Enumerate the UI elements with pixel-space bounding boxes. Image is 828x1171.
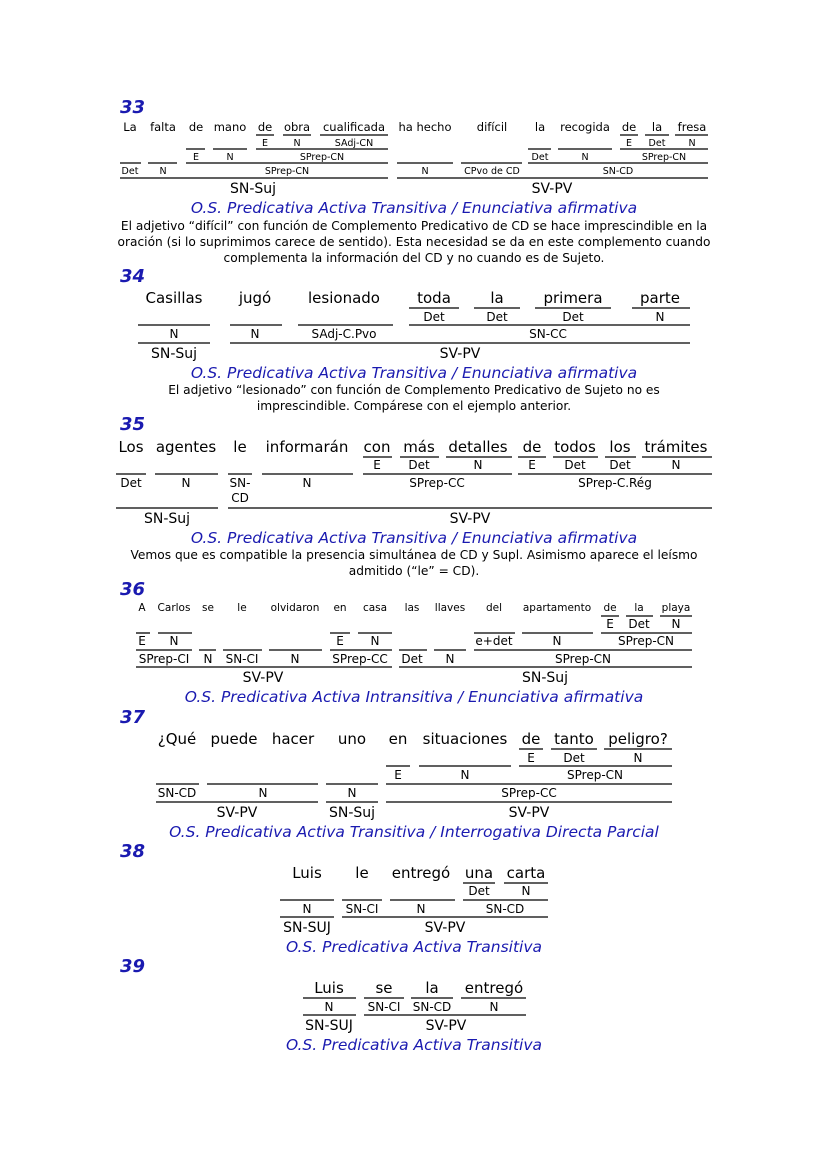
tag: Det xyxy=(562,310,584,324)
tag: E xyxy=(625,138,633,149)
tag: N xyxy=(552,634,562,648)
tag: SAdj-C.Pvo xyxy=(311,327,377,341)
tag: N xyxy=(671,617,681,631)
phrase-tag: SN-SUJ xyxy=(283,920,331,936)
tag: Det xyxy=(648,138,666,149)
phrase-tag: SN-Suj xyxy=(328,805,376,821)
tag: SPrep-CN xyxy=(299,152,345,163)
tag: N xyxy=(203,652,213,666)
phrase-tag: SN-Suj xyxy=(143,511,191,527)
tag: Det xyxy=(609,458,631,472)
word: en xyxy=(388,730,408,748)
word: fresa xyxy=(677,120,707,134)
word: ha hecho xyxy=(398,120,452,134)
word: la xyxy=(534,120,546,134)
tag: SPrep-CN xyxy=(567,768,623,782)
tag: N xyxy=(370,634,380,648)
classification-36: O.S. Predicativa Activa Intransitiva / Enunciativa afirmativa xyxy=(184,688,644,706)
diagram-39 xyxy=(303,979,526,1034)
tag: SPrep-CC xyxy=(409,476,465,490)
word: agentes xyxy=(155,438,217,456)
diagram-36 xyxy=(136,602,692,686)
tag: CD xyxy=(231,491,249,505)
word: de xyxy=(188,120,204,134)
word: más xyxy=(403,438,435,456)
word: hacer xyxy=(271,730,315,748)
tag: N xyxy=(169,634,179,648)
tag: SPrep-CC xyxy=(332,652,388,666)
phrase-tag: SV-PV xyxy=(508,805,550,821)
tag: SN-CI xyxy=(225,652,259,666)
word: uno xyxy=(337,730,367,748)
classification-34: O.S. Predicativa Activa Transitiva / Enunciativa afirmativa xyxy=(190,364,638,382)
phrase-tag: SV-PV xyxy=(425,1018,467,1034)
tag: Det xyxy=(468,884,490,898)
tag: N xyxy=(445,652,455,666)
tag: SN-CD xyxy=(157,786,197,800)
word: recogida xyxy=(560,120,610,134)
tag: E xyxy=(394,768,402,782)
tag: N xyxy=(324,1000,334,1014)
word: llaves xyxy=(434,602,466,614)
tag: E xyxy=(261,138,269,149)
word: toda xyxy=(417,289,451,307)
word: con xyxy=(363,438,391,456)
word: le xyxy=(355,864,369,882)
tag: E xyxy=(606,617,614,631)
note-34: El adjetivo “lesionado” con función de Complemento Predicativo de Sujeto no es imprescindible. Compárese con el ejemplo anterior. xyxy=(168,383,660,413)
tag: N xyxy=(688,138,696,149)
word: todos xyxy=(554,438,596,456)
tag: E xyxy=(336,634,344,648)
word: la xyxy=(651,120,663,134)
tag: Det xyxy=(121,166,139,177)
word: detalles xyxy=(448,438,508,456)
phrase-tag: SV-PV xyxy=(449,511,491,527)
tag: Det xyxy=(423,310,445,324)
tag: N xyxy=(250,327,260,341)
diagram-37 xyxy=(156,730,672,821)
word: las xyxy=(404,602,420,614)
tag: Det xyxy=(401,652,423,666)
example-number-38: 38 xyxy=(120,841,146,862)
word: La xyxy=(123,120,137,134)
tag: E xyxy=(527,751,535,765)
tag: E xyxy=(138,634,146,648)
phrase-tag: SV-PV xyxy=(531,181,573,197)
tag: N xyxy=(521,884,531,898)
tag: E xyxy=(528,458,536,472)
word: de xyxy=(522,438,542,456)
example-number-36: 36 xyxy=(120,579,146,600)
classification-38: O.S. Predicativa Activa Transitiva xyxy=(285,938,543,956)
tag: Det xyxy=(120,476,142,490)
tag: E xyxy=(373,458,381,472)
word: del xyxy=(485,602,503,614)
phrase-tag: SV-PV xyxy=(216,805,258,821)
word: Luis xyxy=(314,979,344,997)
diagram-33 xyxy=(120,120,708,197)
tag: N xyxy=(347,786,357,800)
phrase-tag: SV-PV xyxy=(424,920,466,936)
tag: SN-CD xyxy=(412,1000,452,1014)
tag: N xyxy=(302,902,312,916)
word: entregó xyxy=(464,979,524,997)
tag: N xyxy=(460,768,470,782)
word: informarán xyxy=(265,438,349,456)
tag: N xyxy=(226,152,234,163)
word: difícil xyxy=(476,120,508,134)
tag: Det xyxy=(628,617,650,631)
word: la xyxy=(634,602,644,614)
tag: N xyxy=(181,476,191,490)
phrase-tag: SN-SUJ xyxy=(305,1018,353,1034)
tag: N xyxy=(473,458,483,472)
tag: N xyxy=(416,902,426,916)
classification-35: O.S. Predicativa Activa Transitiva / Enunciativa afirmativa xyxy=(190,529,638,547)
tag: SN-CD xyxy=(602,166,634,177)
word: Luis xyxy=(292,864,322,882)
phrase-tag: SV-PV xyxy=(439,346,481,362)
word: casa xyxy=(362,602,388,614)
tag: Det xyxy=(408,458,430,472)
tag: SPrep-CN xyxy=(618,634,674,648)
tag: SN-CC xyxy=(529,327,567,341)
diagram-38 xyxy=(280,864,548,936)
tag: N xyxy=(169,327,179,341)
word: lesionado xyxy=(308,289,380,307)
word: le xyxy=(233,438,247,456)
word: Carlos xyxy=(157,602,191,614)
tag: N xyxy=(293,138,301,149)
classification-39: O.S. Predicativa Activa Transitiva xyxy=(285,1036,543,1054)
tag: Det xyxy=(531,152,549,163)
tag: e+det xyxy=(475,634,513,648)
tag: N xyxy=(159,166,167,177)
tag: SPrep-CN xyxy=(264,166,310,177)
classification-37: O.S. Predicativa Activa Transitiva / Interrogativa Directa Parcial xyxy=(169,823,659,841)
note-33: El adjetivo “difícil” con función de Complemento Predicativo de CD se hace imprescindible en la oración (si lo suprimimos carece de sentido). Esta necesidad se da en este complemento cuando complementa la información del CD y no cuando es de Sujeto. xyxy=(117,219,711,265)
example-number-37: 37 xyxy=(120,707,146,728)
word: de xyxy=(621,120,637,134)
tag: SPrep-CI xyxy=(138,652,190,666)
tag: SPrep-CN xyxy=(555,652,611,666)
word: se xyxy=(202,602,214,614)
word: mano xyxy=(213,120,247,134)
tag: N xyxy=(655,310,665,324)
tag: Det xyxy=(486,310,508,324)
tag: SAdj-CN xyxy=(334,138,374,149)
example-number-35: 35 xyxy=(120,414,146,435)
word: los xyxy=(609,438,631,456)
tag: N xyxy=(671,458,681,472)
tag: SN-CI xyxy=(345,902,379,916)
word: de xyxy=(603,602,617,614)
tag: N xyxy=(421,166,429,177)
tag: E xyxy=(192,152,200,163)
word: obra xyxy=(283,120,311,134)
tag: SPrep-CC xyxy=(501,786,557,800)
word: parte xyxy=(640,289,680,307)
tag: N xyxy=(258,786,268,800)
classification-33: O.S. Predicativa Activa Transitiva / Enunciativa afirmativa xyxy=(190,199,638,217)
tag: N xyxy=(290,652,300,666)
word: se xyxy=(375,979,393,997)
word: peligro? xyxy=(608,730,668,748)
tag: N xyxy=(489,1000,499,1014)
word: de xyxy=(521,730,541,748)
tag: N xyxy=(633,751,643,765)
tag: SN-CI xyxy=(367,1000,401,1014)
word: cualificada xyxy=(322,120,386,134)
word: la xyxy=(425,979,439,997)
word: A xyxy=(138,602,146,614)
diagram-35 xyxy=(116,438,712,527)
tag: SN- xyxy=(229,476,251,490)
example-number-39: 39 xyxy=(120,956,146,977)
word: falta xyxy=(150,120,176,134)
phrase-tag: SN-Suj xyxy=(229,181,277,197)
word: apartamento xyxy=(522,602,592,614)
note-35: Vemos que es compatible la presencia simultánea de CD y Supl. Asimismo aparece el leísmo admitido (“le” = CD). xyxy=(130,548,698,578)
word: ¿Qué xyxy=(157,730,197,748)
tag: N xyxy=(581,152,589,163)
word: jugó xyxy=(238,289,272,307)
tag: CPvo de CD xyxy=(464,166,520,177)
word: olvidaron xyxy=(270,602,320,614)
word: en xyxy=(333,602,347,614)
word: trámites xyxy=(644,438,708,456)
word: la xyxy=(490,289,504,307)
example-number-34: 34 xyxy=(120,266,146,287)
word: playa xyxy=(661,602,691,614)
word: le xyxy=(237,602,247,614)
word: carta xyxy=(506,864,546,882)
word: de xyxy=(257,120,273,134)
word: entregó xyxy=(391,864,451,882)
word: puede xyxy=(210,730,258,748)
word: Los xyxy=(118,438,144,456)
phrase-tag: SN-Suj xyxy=(150,346,198,362)
word: situaciones xyxy=(422,730,508,748)
tag: SN-CD xyxy=(485,902,525,916)
tag: SPrep-CN xyxy=(641,152,687,163)
phrase-tag: SN-Suj xyxy=(521,670,569,686)
tag: N xyxy=(302,476,312,490)
diagram-34 xyxy=(138,289,690,362)
word: una xyxy=(464,864,494,882)
tag: Det xyxy=(564,458,586,472)
tag: SPrep-C.Rég xyxy=(578,476,652,490)
word: Casillas xyxy=(145,289,203,307)
example-number-33: 33 xyxy=(120,97,146,118)
word: primera xyxy=(543,289,603,307)
phrase-tag: SV-PV xyxy=(242,670,284,686)
tag: Det xyxy=(563,751,585,765)
word: tanto xyxy=(554,730,594,748)
